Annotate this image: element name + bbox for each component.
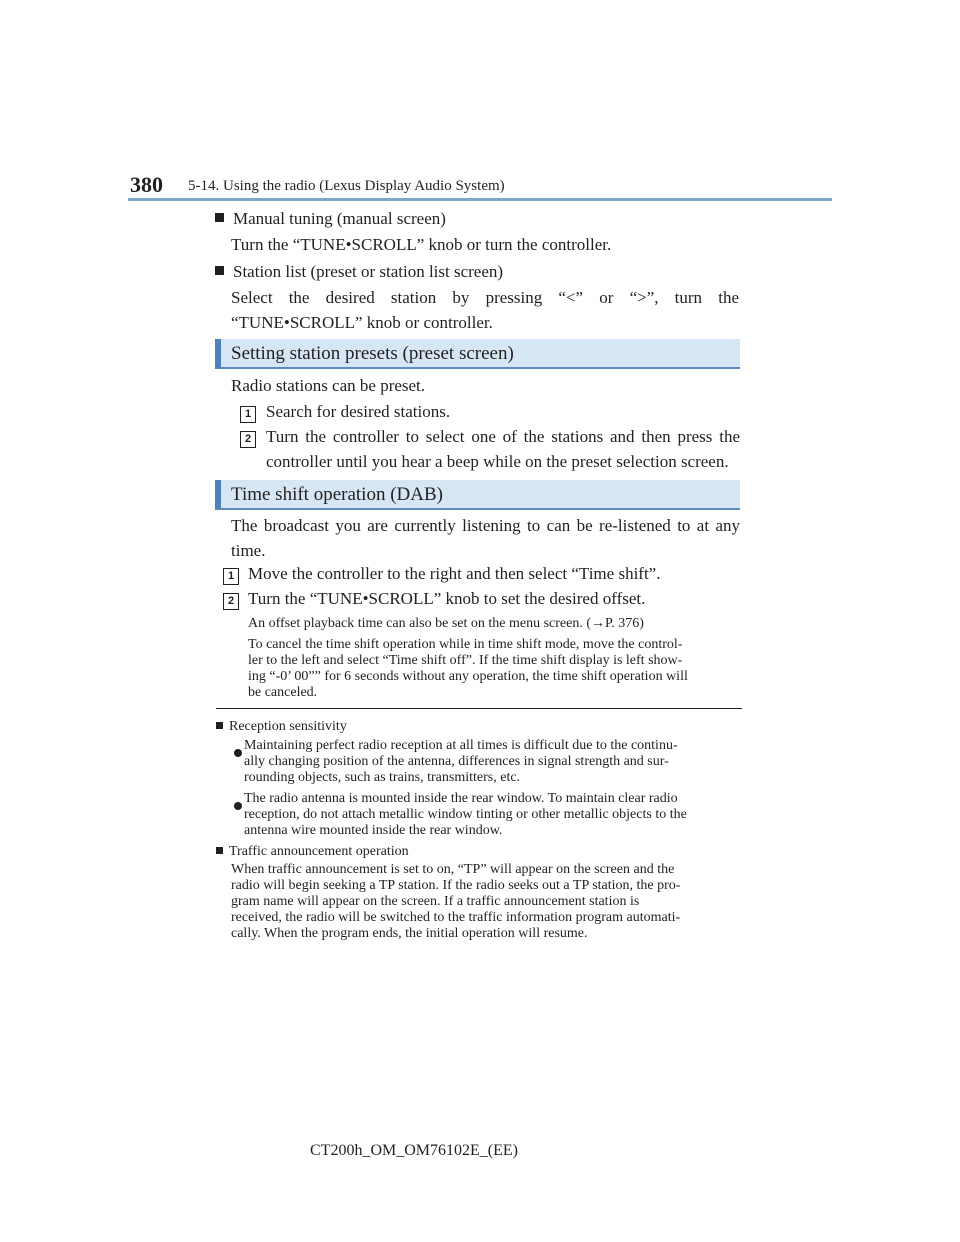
traffic-heading-text: Traffic announcement operation <box>229 844 409 859</box>
timeshift-note-2-line: be canceled. <box>248 685 318 700</box>
section-header-title: 5-14. Using the radio (Lexus Display Audio System) <box>188 178 505 194</box>
reception-item-line: Maintaining perfect radio reception at all times is difficult due to the continu- <box>244 738 678 753</box>
timeshift-step-2-text: Turn the “TUNE•SCROLL” knob to set the desired offset. <box>248 589 646 608</box>
traffic-line: gram name will appear on the screen. If a traffic announcement station is <box>231 894 640 909</box>
square-bullet-icon <box>215 213 224 222</box>
preset-step-2-line-2: controller until you hear a beep while on the preset selection screen. <box>266 452 729 471</box>
timeshift-step-2 <box>223 586 239 611</box>
timeshift-intro-line-1: The broadcast you are currently listening to can be re-listened to at any <box>231 516 740 535</box>
station-list-heading <box>215 259 503 284</box>
timeshift-intro-line-2: time. <box>231 541 266 560</box>
station-list-heading-text: Station list (preset or station list screen) <box>233 262 504 281</box>
reception-item-line: rounding objects, such as trains, transmitters, etc. <box>244 770 521 785</box>
timeshift-note-1: An offset playback time can also be set on the menu screen. (→P. 376) <box>248 616 644 631</box>
manual-tuning-text: Turn the “TUNE•SCROLL” knob or turn the controller. <box>231 235 612 254</box>
page-number: 380 <box>130 172 163 197</box>
timeshift-note-2 <box>248 637 740 701</box>
round-bullet-icon <box>234 797 242 815</box>
timeshift-note-2-line: ler to the left and select “Time shift off”. If the time shift display is left show- <box>248 653 683 668</box>
square-bullet-icon <box>216 847 223 854</box>
step-number-badge: 2 <box>240 431 256 448</box>
preset-step-1 <box>240 399 256 424</box>
reception-item-line: antenna wire mounted inside the rear window. <box>244 823 503 838</box>
station-list-line-2: “TUNE•SCROLL” knob or controller. <box>231 313 493 332</box>
traffic-line: radio will begin seeking a TP station. If the radio seeks out a TP station, the pro- <box>231 878 681 893</box>
step-number-badge: 1 <box>223 568 239 585</box>
round-bullet-icon <box>234 744 242 762</box>
traffic-text <box>231 862 743 942</box>
timeshift-note-2-line: To cancel the time shift operation while in time shift mode, move the control- <box>248 637 683 652</box>
section-title-presets: Setting station presets (preset screen) <box>231 343 514 364</box>
preset-step-1-text: Search for desired stations. <box>266 402 451 421</box>
preset-step-2-line-1: Turn the controller to select one of the stations and then press the <box>266 427 740 446</box>
header-rule <box>128 198 832 201</box>
section-title-timeshift: Time shift operation (DAB) <box>231 484 443 505</box>
reception-item-line: reception, do not attach metallic window tinting or other metallic objects to the <box>244 807 687 822</box>
preset-step-2 <box>240 424 256 449</box>
preset-step-2-text <box>266 424 740 474</box>
document-code: CT200h_OM_OM76102E_(EE) <box>310 1142 518 1159</box>
timeshift-intro <box>231 513 740 563</box>
traffic-line: cally. When the program ends, the initial operation will resume. <box>231 926 588 941</box>
manual-tuning-heading-text: Manual tuning (manual screen) <box>233 209 446 228</box>
step-number-badge: 2 <box>223 593 239 610</box>
timeshift-step-1-text: Move the controller to the right and then select “Time shift”. <box>248 564 661 583</box>
square-bullet-icon <box>216 722 223 729</box>
notes-divider <box>216 708 742 709</box>
traffic-line: When traffic announcement is set to on, “TP” will appear on the screen and the <box>231 862 675 877</box>
timeshift-step-1 <box>223 561 239 586</box>
reception-item-2 <box>244 791 744 839</box>
reception-item-line: ally changing position of the antenna, differences in signal strength and sur- <box>244 754 669 769</box>
reception-item-line: The radio antenna is mounted inside the rear window. To maintain clear radio <box>244 791 678 806</box>
reception-item-1 <box>244 738 744 786</box>
section-bar-timeshift <box>215 480 740 510</box>
station-list-text <box>231 285 739 335</box>
presets-intro: Radio stations can be preset. <box>231 376 426 395</box>
traffic-line: received, the radio will be switched to the traffic information program automati- <box>231 910 681 925</box>
square-bullet-icon <box>215 266 224 275</box>
traffic-heading <box>216 843 409 860</box>
section-bar-presets <box>215 339 740 369</box>
manual-tuning-heading <box>215 206 446 231</box>
station-list-line-1: Select the desired station by pressing “<” or “>”, turn the <box>231 288 739 307</box>
step-number-badge: 1 <box>240 406 256 423</box>
reception-heading-text: Reception sensitivity <box>229 719 347 734</box>
reception-heading <box>216 718 347 735</box>
timeshift-note-2-line: ing “-0’ 00”” for 6 seconds without any operation, the time shift operation will <box>248 669 688 684</box>
